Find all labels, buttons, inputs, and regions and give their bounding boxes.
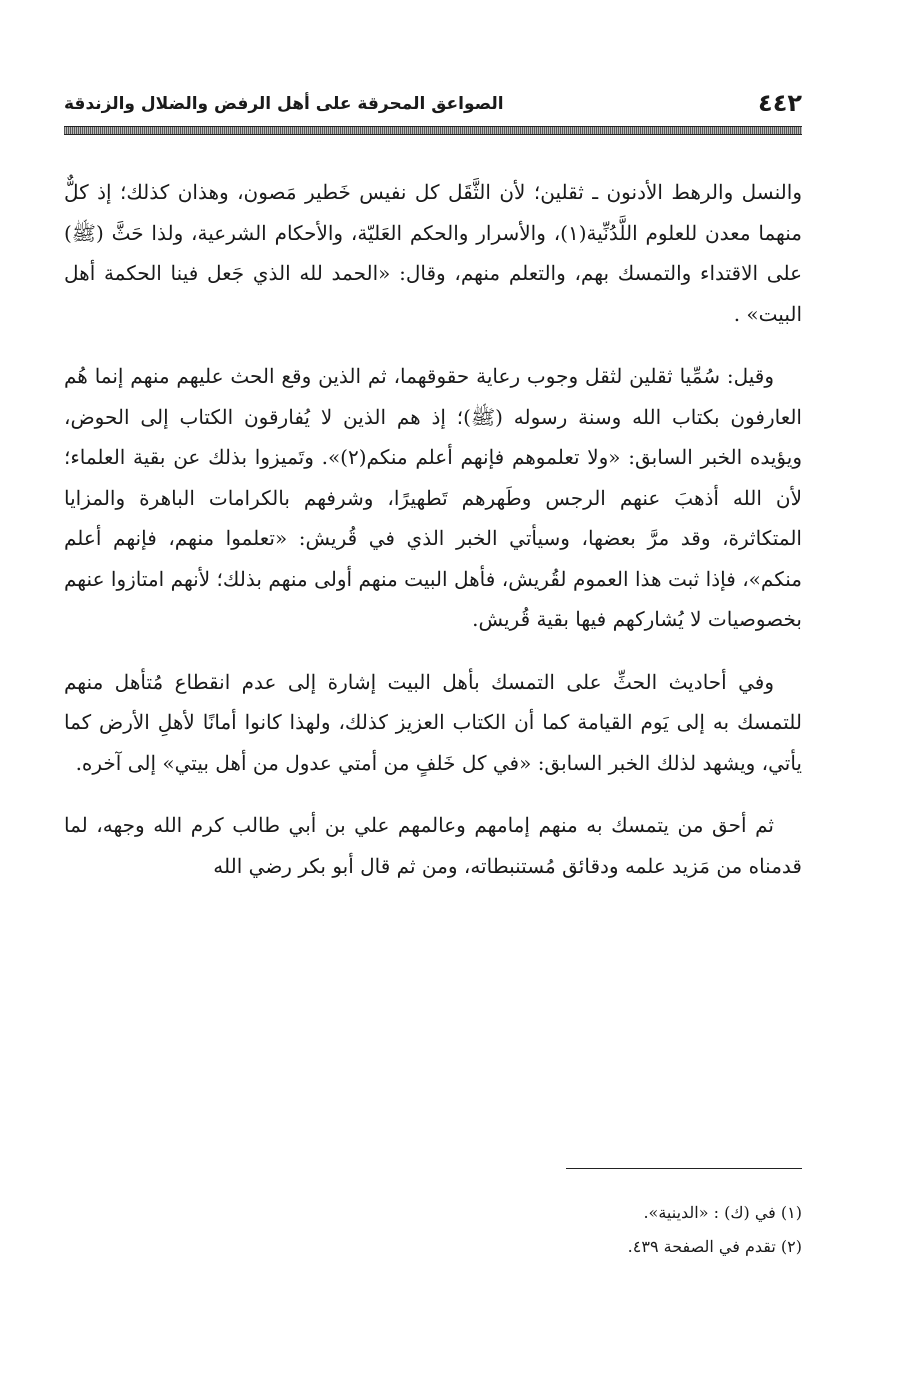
paragraph-1: والنسل والرهط الأدنون ـ ثقلين؛ لأن الثَّقَل كل نفيس خَطير مَصون، وهذان كذلك؛ إذ كلٌّ منهما معدن للعلوم اللَّدُنِّية(١)، والأسرار والحكم العَليّة، والأحكام الشرعية، ولذا حَثَّ (ﷺ) على الاقتداء والتمسك بهم، والتعلم منهم، وقال: «الحمد لله الذي جَعل فينا الحكمة أهل البيت» . — [64, 180, 802, 326]
paragraph-4: ثم أحق من يتمسك به منهم إمامهم وعالمهم علي بن أبي طالب كرم الله وجهه، لما قدمناه من مَزيد علمه ودقائق مُستنبطاته، ومن ثم قال أبو بكر رضي الله — [64, 813, 802, 878]
footnote-divider — [566, 1168, 802, 1169]
page-number: ٤٤٢ — [758, 89, 802, 117]
footnote-1: (١) في (ك) : «الدينية». — [643, 1203, 802, 1222]
page-header — [64, 88, 802, 118]
paragraph-2: وقيل: سُمِّيا ثقلين لثقل وجوب رعاية حقوقهما، ثم الذين وقع الحث عليهم منهم إنما هُم العارفون بكتاب الله وسنة رسوله (ﷺ)؛ إذ هم الذين لا يُفارقون الكتاب إلى الحوض، ويؤيده الخبر السابق: «ولا تعلموهم فإنهم أعلم منكم(٢)». وتَميزوا بذلك عن بقية العلماء؛ لأن الله أذهبَ عنهم الرجس وطَهرهم تَطهيرًا، وشرفهم بالكرامات الباهرة والمزايا المتكاثرة، وقد مرَّ بعضها، وسيأتي الخبر الذي في قُريش: «تعلموا منهم، فإنهم أعلم منكم»، فإذا ثبت هذا العموم لقُريش، فأهل البيت منهم أولى منهم بذلك؛ لأنهم امتازوا عنهم بخصوصيات لا يُشاركهم فيها بقية قُريش. — [64, 364, 802, 631]
paragraph-3: وفي أحاديث الحثِّ على التمسك بأهل البيت إشارة إلى عدم انقطاع مُتأهل منهم للتمسك به إلى يَوم القيامة كما أن الكتاب العزيز كذلك، ولهذا كانوا أمانًا لأهلِ الأرض كما يأتي، ويشهد لذلك الخبر السابق: «في كل خَلفٍ من أمتي عدول من أهل بيتي» إلى آخره. — [64, 669, 802, 775]
footnote-2: (٢) تقدم في الصفحة ٤٣٩. — [627, 1237, 802, 1256]
footnotes — [110, 1196, 802, 1264]
main-text — [64, 172, 802, 908]
running-title: الصواعق المحرقة على أهل الرفض والضلال والزندقة — [64, 94, 504, 114]
header-divider — [64, 126, 802, 135]
